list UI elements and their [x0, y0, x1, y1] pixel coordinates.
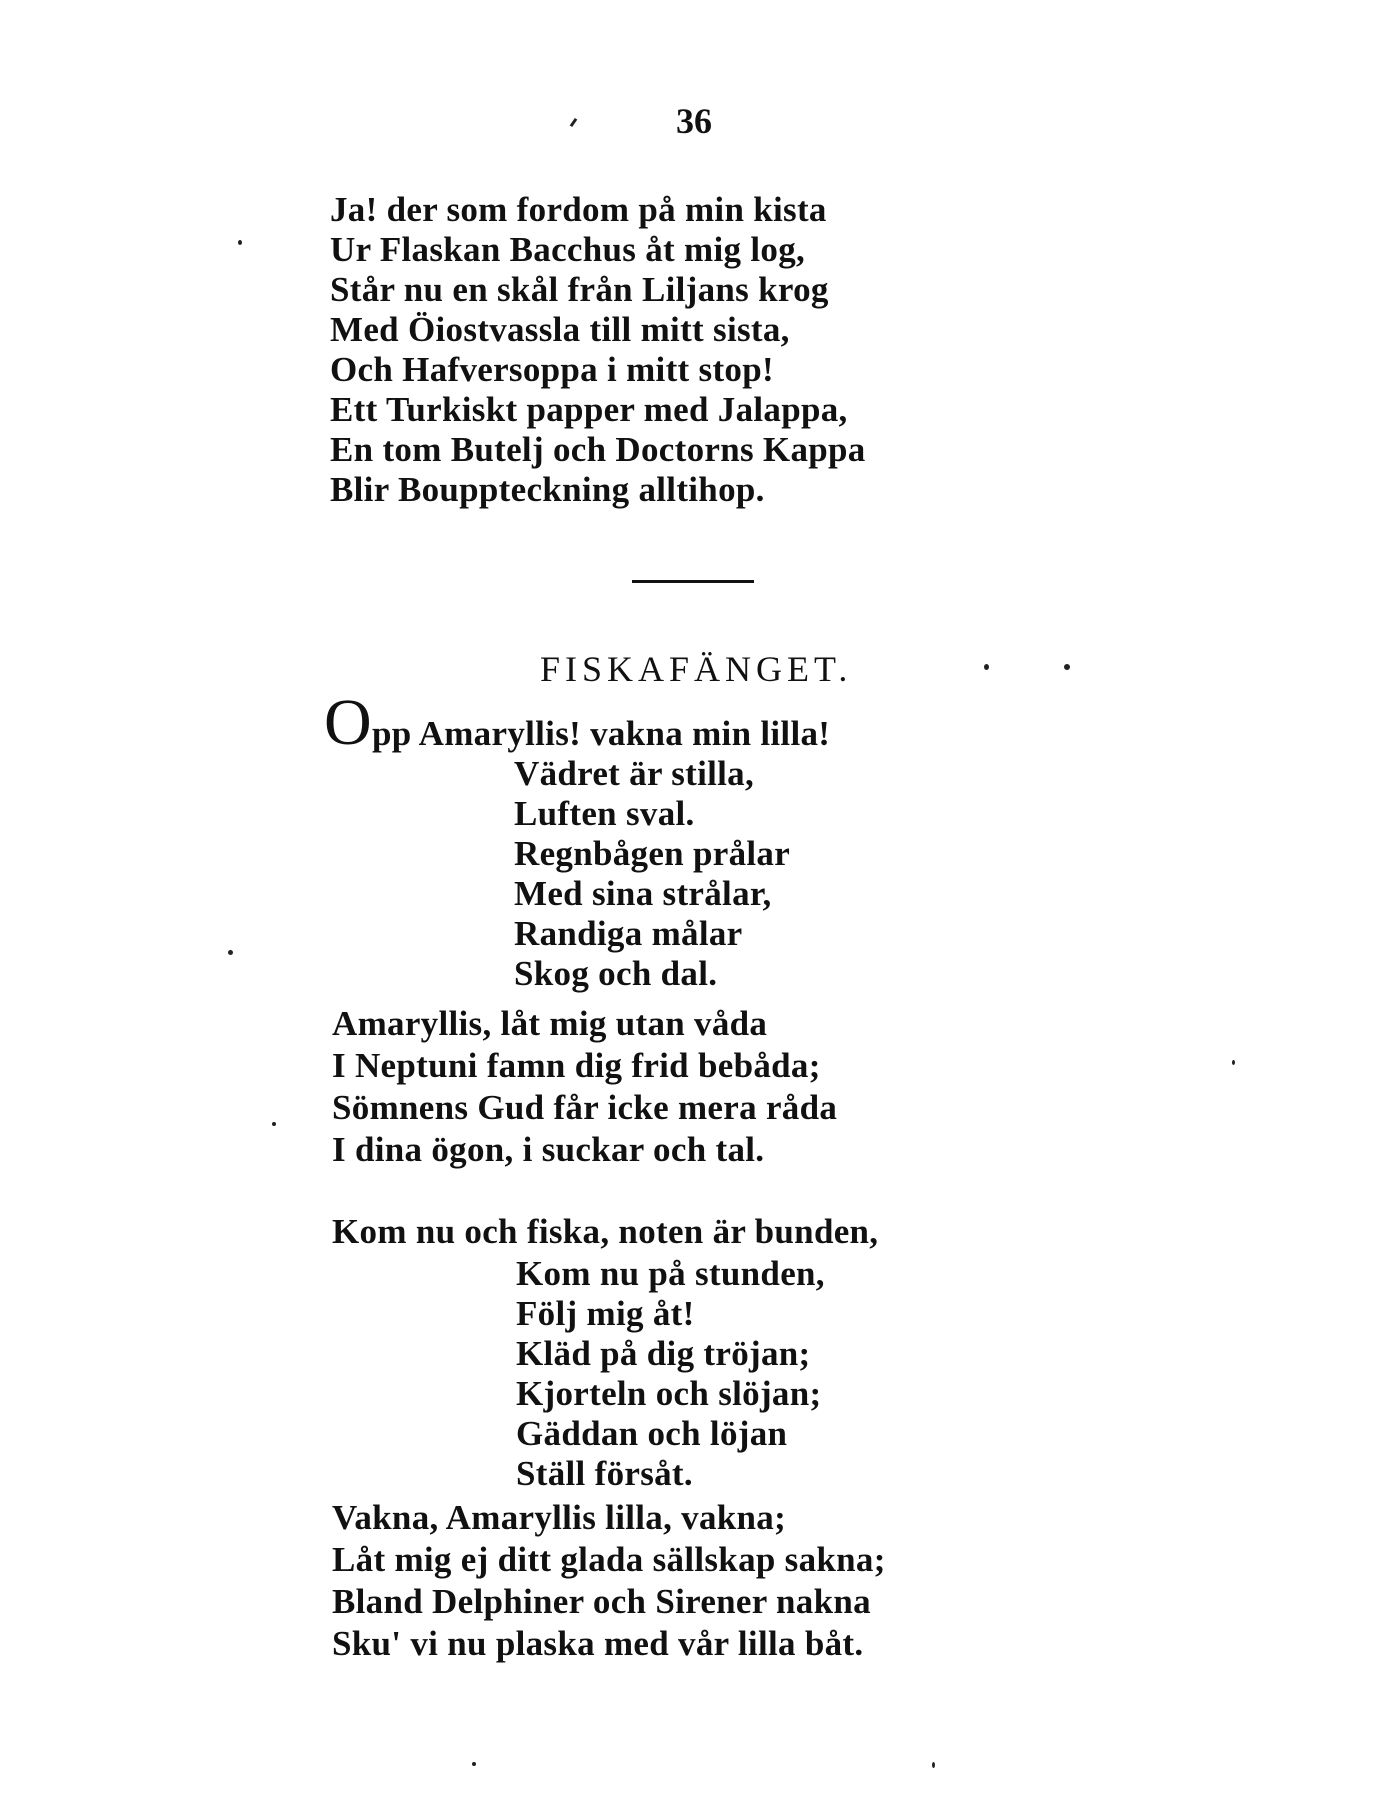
scan-speck — [472, 1762, 476, 1766]
scan-speck — [932, 1762, 935, 1768]
verse-line: Regnbågen prålar — [514, 834, 791, 873]
verse-line: pp Amaryllis! vakna min lilla! — [372, 714, 831, 753]
scan-speck — [228, 950, 233, 955]
verse-line: Kjorteln och slöjan; — [516, 1374, 822, 1413]
verse-line: Kom nu på stunden, — [516, 1254, 825, 1293]
verse-line: Och Hafversoppa i mitt stop! — [330, 350, 774, 389]
scan-speck — [238, 240, 242, 245]
page-number: 36 — [676, 101, 712, 141]
verse-line: Amaryllis, låt mig utan våda — [332, 1004, 768, 1043]
verse-line: Luften sval. — [514, 794, 695, 833]
verse-line: Låt mig ej ditt glada sällskap sakna; — [332, 1540, 886, 1579]
verse-line: Skog och dal. — [514, 954, 718, 993]
scan-speck — [1232, 1060, 1235, 1065]
page-mark — [570, 118, 578, 127]
verse-line: Gäddan och löjan — [516, 1414, 788, 1453]
verse-line: Ställ försåt. — [516, 1454, 693, 1493]
verse-line: Kom nu och fiska, noten är bunden, — [332, 1212, 879, 1251]
verse-line: Ja! der som fordom på min kista — [330, 190, 827, 229]
verse-line: Vädret är stilla, — [514, 754, 755, 793]
scan-speck — [984, 664, 989, 670]
verse-line: Sömnens Gud får icke mera råda — [332, 1088, 838, 1127]
scan-speck — [1064, 664, 1070, 670]
verse-line: Sku' vi nu plaska med vår lilla båt. — [332, 1624, 864, 1663]
verse-line: Står nu en skål från Liljans krog — [330, 270, 829, 309]
verse-line: Ur Flaskan Bacchus åt mig log, — [330, 230, 806, 269]
verse-line: Ett Turkiskt papper med Jalappa, — [330, 390, 848, 429]
verse-line: Randiga målar — [514, 914, 743, 953]
drop-cap: O — [324, 686, 372, 759]
verse-line: I dina ögon, i suckar och tal. — [332, 1130, 765, 1169]
verse-line: Kläd på dig tröjan; — [516, 1334, 811, 1373]
section-divider — [632, 580, 754, 583]
poem-title: FISKAFÄNGET. — [540, 649, 853, 689]
verse-line: Följ mig åt! — [516, 1294, 695, 1333]
verse-line: Med sina strålar, — [514, 874, 772, 913]
scan-speck — [272, 1122, 276, 1126]
verse-line: Bland Delphiner och Sirener nakna — [332, 1582, 871, 1621]
verse-line: En tom Butelj och Doctorns Kappa — [330, 430, 866, 469]
verse-line: I Neptuni famn dig frid bebåda; — [332, 1046, 821, 1085]
verse-line: Med Öiostvassla till mitt sista, — [330, 310, 790, 349]
verse-line: Blir Bouppteckning alltihop. — [330, 470, 765, 509]
verse-line: Vakna, Amaryllis lilla, vakna; — [332, 1498, 787, 1537]
